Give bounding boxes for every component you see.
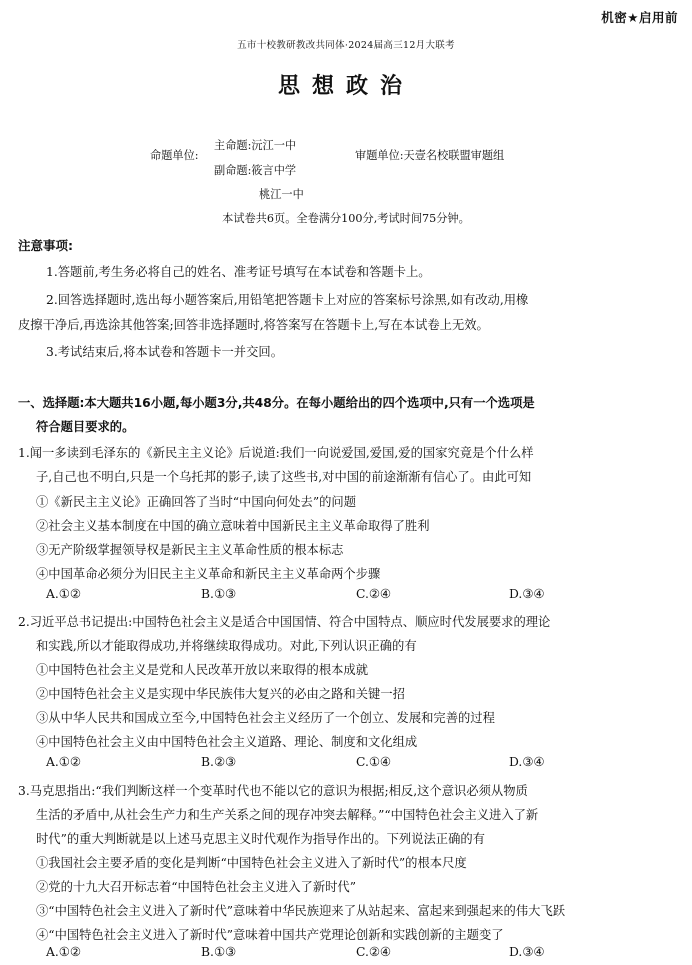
confidential-label: 机密★启用前 bbox=[601, 10, 678, 25]
question-3-option-c[interactable]: C.②④ bbox=[356, 945, 391, 959]
question-2-option-c[interactable]: C.①④ bbox=[356, 755, 391, 769]
question-3-item-1: ①我国社会主要矛盾的变化是判断“中国特色社会主义进入了新时代”的根本尺度 bbox=[36, 856, 467, 870]
review-unit bbox=[355, 147, 504, 163]
review-value: 天壹名校联盟审题组 bbox=[403, 149, 505, 162]
question-2-item-1: ①中国特色社会主义是党和人民改革开放以来取得的根本成就 bbox=[36, 663, 369, 677]
question-2-item-3: ③从中华人民共和国成立至今,中国特色社会主义经历了一个创立、发展和完善的过程 bbox=[36, 711, 495, 725]
question-1-item-1: ①《新民主主义论》正确回答了当时“中国向何处去”的问题 bbox=[36, 495, 356, 509]
question-1-item-2: ②社会主义基本制度在中国的确立意味着中国新民主主义革命取得了胜利 bbox=[36, 519, 430, 533]
question-1-item-4: ④中国革命必须分为旧民主主义革命和新民主主义革命两个步骤 bbox=[36, 567, 381, 581]
question-3-option-a[interactable]: A.①② bbox=[46, 945, 81, 959]
question-1-stem-line-2: 子,自己也不明白,只是一个乌托邦的影子,读了这些书,对中国的前途渐渐有信心了。由此可知 bbox=[36, 470, 532, 484]
question-3-item-2: ②党的十九大召开标志着“中国特色社会主义进入了新时代” bbox=[36, 880, 356, 894]
question-2-stem-line-2: 和实践,所以才能取得成功,并将继续取得成功。对此,下列认识正确的有 bbox=[36, 639, 417, 653]
question-2-option-b[interactable]: B.②③ bbox=[201, 755, 236, 769]
notice-heading: 注意事项: bbox=[18, 238, 73, 253]
question-2-option-d[interactable]: D.③④ bbox=[509, 755, 545, 769]
notice-item-3: 3.考试结束后,将本试卷和答题卡一并交回。 bbox=[46, 345, 283, 359]
notice-item-2-line-1: 2.回答选择题时,选出每小题答案后,用铅笔把答题卡上对应的答案标号涂黑,如有改动,用橡 bbox=[46, 293, 529, 307]
vice-value-1: 筱言中学 bbox=[251, 164, 297, 177]
subject-title: 思想政治 bbox=[277, 74, 414, 99]
chief-value: 沅江一中 bbox=[251, 139, 297, 152]
question-2-option-a[interactable]: A.①② bbox=[46, 755, 81, 769]
exam-title: 五市十校教研教改共同体·2024届高三12月大联考 bbox=[237, 40, 455, 51]
question-3-stem-line-3: 时代”的重大判断就是以上述马克思主义时代观作为指导作出的。下列说法正确的有 bbox=[36, 832, 485, 846]
question-2-stem-line-1: 2.习近平总书记提出:中国特色社会主义是适合中国国情、符合中国特点、顺应时代发展要求的理论 bbox=[18, 615, 551, 629]
question-1-option-c[interactable]: C.②④ bbox=[356, 587, 391, 601]
question-3-stem-line-1: 3.马克思指出:“我们判断这样一个变革时代也不能以它的意识为根据;相反,这个意识必须从物质 bbox=[18, 784, 528, 798]
question-3-option-d[interactable]: D.③④ bbox=[509, 945, 545, 959]
vice-label: 副命题: bbox=[214, 164, 252, 177]
proposition-unit-label: 命题单位: bbox=[150, 149, 199, 162]
exam-info: 本试卷共6页。全卷满分100分,考试时间75分钟。 bbox=[222, 212, 470, 225]
question-1-stem-line-1: 1.闻一多读到毛泽东的《新民主主义论》后说道:我们一向说爱国,爱国,爱的国家究竟是个什么样 bbox=[18, 446, 534, 460]
section-heading-line-1: 一、选择题:本大题共16小题,每小题3分,共48分。在每小题给出的四个选项中,只有一个选项是 bbox=[18, 396, 535, 410]
question-3-option-b[interactable]: B.①③ bbox=[201, 945, 236, 959]
question-2-item-2: ②中国特色社会主义是实现中华民族伟大复兴的必由之路和关键一招 bbox=[36, 687, 405, 701]
question-3-item-3: ③“中国特色社会主义进入了新时代”意味着中华民族迎来了从站起来、富起来到强起来的伟大飞跃 bbox=[36, 904, 566, 918]
chief-proposition bbox=[214, 137, 296, 153]
question-3-item-4: ④“中国特色社会主义进入了新时代”意味着中国共产党理论创新和实践创新的主题变了 bbox=[36, 928, 504, 942]
vice-value-2: 桃江一中 bbox=[259, 188, 304, 201]
question-3-stem-line-2: 生活的矛盾中,从社会生产力和生产关系之间的现存冲突去解释。”“中国特色社会主义进入了新 bbox=[36, 808, 539, 822]
section-heading-line-2: 符合题目要求的。 bbox=[36, 420, 135, 434]
question-1-option-d[interactable]: D.③④ bbox=[509, 587, 545, 601]
chief-label: 主命题: bbox=[214, 139, 252, 152]
review-label: 审题单位: bbox=[355, 149, 404, 162]
question-1-option-a[interactable]: A.①② bbox=[46, 587, 81, 601]
question-1-item-3: ③无产阶级掌握领导权是新民主主义革命性质的根本标志 bbox=[36, 543, 344, 557]
notice-item-2-line-2: 皮擦干净后,再选涂其他答案;回答非选择题时,将答案写在答题卡上,写在本试卷上无效。 bbox=[18, 318, 489, 332]
vice-proposition bbox=[214, 162, 296, 178]
question-2-item-4: ④中国特色社会主义由中国特色社会主义道路、理论、制度和文化组成 bbox=[36, 735, 418, 749]
question-1-option-b[interactable]: B.①③ bbox=[201, 587, 236, 601]
notice-item-1: 1.答题前,考生务必将自己的姓名、准考证号填写在本试卷和答题卡上。 bbox=[46, 265, 431, 279]
